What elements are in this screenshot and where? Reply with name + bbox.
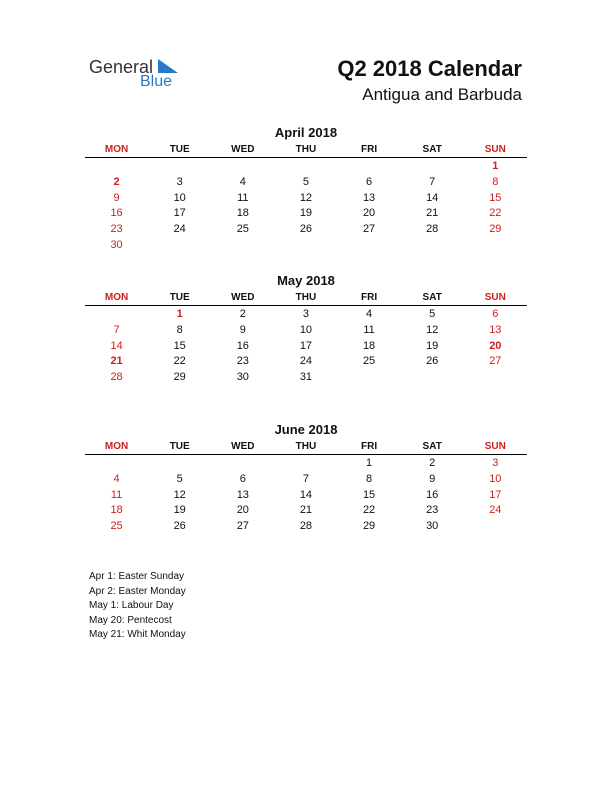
holiday-item: May 21: Whit Monday [89,629,186,641]
day-cell: 10 [489,472,502,485]
day-cell: 24 [299,355,313,368]
weekday-wed: WED [231,292,255,303]
day-cell: 6 [239,472,246,485]
day-cell: 26 [173,520,186,533]
day-cell: 15 [173,339,186,352]
empty-cell [211,159,274,175]
week-row [85,323,527,339]
weeks [85,456,527,535]
week-row [85,456,527,472]
empty-cell [274,456,337,472]
day-cell: 27 [362,223,376,236]
day-cell: 4 [239,175,246,188]
day-cell: 28 [110,371,123,384]
day-cell: 27 [489,355,502,368]
day-cell: 18 [362,339,376,352]
week-row [85,222,527,238]
day-cell: 7 [429,175,436,188]
empty-cell [85,159,148,175]
day-cell: 9 [113,191,120,204]
month-june [85,422,527,535]
day-cell: 30 [110,238,123,251]
day-cell: 26 [426,355,439,368]
day-cell: 11 [237,191,249,204]
day-cell: 22 [173,355,186,368]
month-title: April 2018 [274,125,338,140]
weekday-wed: WED [231,441,255,452]
day-cell: 23 [236,355,249,368]
empty-cell [85,456,148,472]
day-cell: 13 [236,488,249,501]
empty-cell [274,159,337,175]
empty-cell [338,370,401,386]
day-cell: 16 [426,488,439,501]
month-title: June 2018 [274,422,338,437]
week-row [85,472,527,488]
day-cell: 4 [113,472,120,485]
holiday-item: May 1: Labour Day [89,600,174,612]
day-cell: 5 [302,175,309,188]
day-cell: 10 [173,191,186,204]
weekday-mon: MON [104,292,129,303]
weeks [85,307,527,386]
page-title: Q2 2018 Calendar [337,56,522,81]
empty-cell [211,456,274,472]
day-cell: 2 [113,175,120,188]
day-cell: 2 [239,308,246,320]
day-cell: 1 [492,160,499,172]
empty-cell [148,456,211,472]
empty-cell [401,238,464,254]
empty-cell [401,159,464,175]
day-cell: 21 [299,504,313,517]
day-cell: 15 [489,191,502,204]
weekday-sat: SAT [422,292,442,303]
day-cell: 22 [489,207,502,220]
day-cell: 20 [489,339,502,352]
day-cell: 2 [429,457,436,469]
week-row [85,238,527,254]
day-cell: 13 [362,191,376,204]
day-cell: 8 [176,323,183,336]
week-row [85,370,527,386]
day-cell: 3 [176,175,183,188]
day-cell: 7 [302,472,309,485]
day-cell: 11 [363,323,375,336]
weekday-mon: MON [104,441,129,452]
empty-cell [85,307,148,323]
day-cell: 25 [236,223,249,236]
week-row [85,488,527,504]
day-cell: 19 [299,207,313,220]
empty-cell [338,238,401,254]
weekday-header-row [85,439,527,455]
weekday-fri: FRI [361,292,378,303]
day-cell: 5 [176,472,183,485]
empty-cell [274,238,337,254]
weekday-sun: SUN [484,144,506,155]
day-cell: 21 [110,355,123,368]
day-cell: 13 [489,323,502,336]
weekday-thu: THU [295,144,317,155]
holiday-item: May 20: Pentecost [89,614,172,626]
day-cell: 17 [489,488,502,501]
day-cell: 12 [299,191,313,204]
month-april [85,125,527,254]
weekday-tue: TUE [169,292,190,303]
day-cell: 17 [173,207,186,220]
weekday-thu: THU [295,292,317,303]
day-cell: 18 [236,207,249,220]
week-row [85,307,527,323]
weekday-thu: THU [295,441,317,452]
week-row [85,175,527,191]
day-cell: 24 [173,223,186,236]
day-cell: 15 [362,488,376,501]
day-cell: 25 [362,355,376,368]
day-cell: 9 [429,472,436,485]
week-row [85,206,527,222]
weekday-fri: FRI [361,441,378,452]
empty-cell [464,370,527,386]
week-row [85,159,527,175]
week-row [85,354,527,370]
day-cell: 12 [173,488,186,501]
day-cell: 8 [492,175,499,188]
empty-cell [401,370,464,386]
day-cell: 26 [299,223,313,236]
holiday-list [89,570,186,643]
day-cell: 18 [110,504,123,517]
day-cell: 29 [489,223,502,236]
logo-word-blue: Blue [140,73,173,90]
day-cell: 8 [366,472,373,485]
weekday-sat: SAT [422,144,442,155]
weekday-sat: SAT [422,441,442,452]
empty-cell [338,159,401,175]
day-cell: 23 [426,504,439,517]
weekday-wed: WED [231,144,255,155]
weekday-sun: SUN [484,292,506,303]
day-cell: 17 [299,339,313,352]
country-subtitle: Antigua and Barbuda [362,85,522,104]
day-cell: 3 [302,308,309,320]
weekday-sun: SUN [484,441,506,452]
day-cell: 19 [426,339,439,352]
day-cell: 4 [366,308,373,320]
day-cell: 21 [426,207,439,220]
month-may [85,273,527,386]
empty-cell [148,159,211,175]
day-cell: 28 [299,520,313,533]
day-cell: 20 [236,504,249,517]
day-cell: 30 [426,520,439,533]
holiday-item: Apr 2: Easter Monday [89,585,186,597]
day-cell: 19 [173,504,186,517]
day-cell: 6 [366,175,373,188]
day-cell: 6 [492,308,499,320]
day-cell: 25 [110,520,123,533]
day-cell: 29 [362,520,376,533]
week-row [85,191,527,207]
day-cell: 22 [362,504,376,517]
day-cell: 16 [110,207,123,220]
day-cell: 14 [110,339,123,352]
day-cell: 27 [236,520,249,533]
day-cell: 14 [426,191,439,204]
empty-cell [464,238,527,254]
week-row [85,503,527,519]
day-cell: 14 [299,488,313,501]
weekday-tue: TUE [169,144,190,155]
weekday-header-row [85,290,527,306]
day-cell: 1 [366,457,373,469]
weekday-mon: MON [104,144,129,155]
day-cell: 20 [362,207,376,220]
month-title: May 2018 [277,273,335,288]
empty-cell [464,519,527,535]
day-cell: 31 [299,371,313,384]
day-cell: 9 [239,323,246,336]
week-row [85,339,527,355]
weeks [85,159,527,254]
weekday-fri: FRI [361,144,378,155]
day-cell: 30 [236,371,249,384]
day-cell: 11 [110,488,123,501]
day-cell: 5 [429,308,436,320]
logo-word-general: General [89,57,154,77]
weekday-tue: TUE [169,441,190,452]
day-cell: 1 [176,308,183,320]
day-cell: 23 [110,223,123,236]
weekday-header-row [85,142,527,158]
day-cell: 28 [426,223,439,236]
day-cell: 3 [492,457,499,469]
empty-cell [148,238,211,254]
day-cell: 16 [236,339,249,352]
day-cell: 12 [426,323,439,336]
logo-triangle-icon [158,59,178,73]
logo [89,57,199,97]
day-cell: 29 [173,371,186,384]
day-cell: 24 [489,504,502,517]
empty-cell [211,238,274,254]
week-row [85,519,527,535]
day-cell: 7 [113,323,120,336]
day-cell: 10 [299,323,313,336]
holiday-item: Apr 1: Easter Sunday [89,571,185,582]
